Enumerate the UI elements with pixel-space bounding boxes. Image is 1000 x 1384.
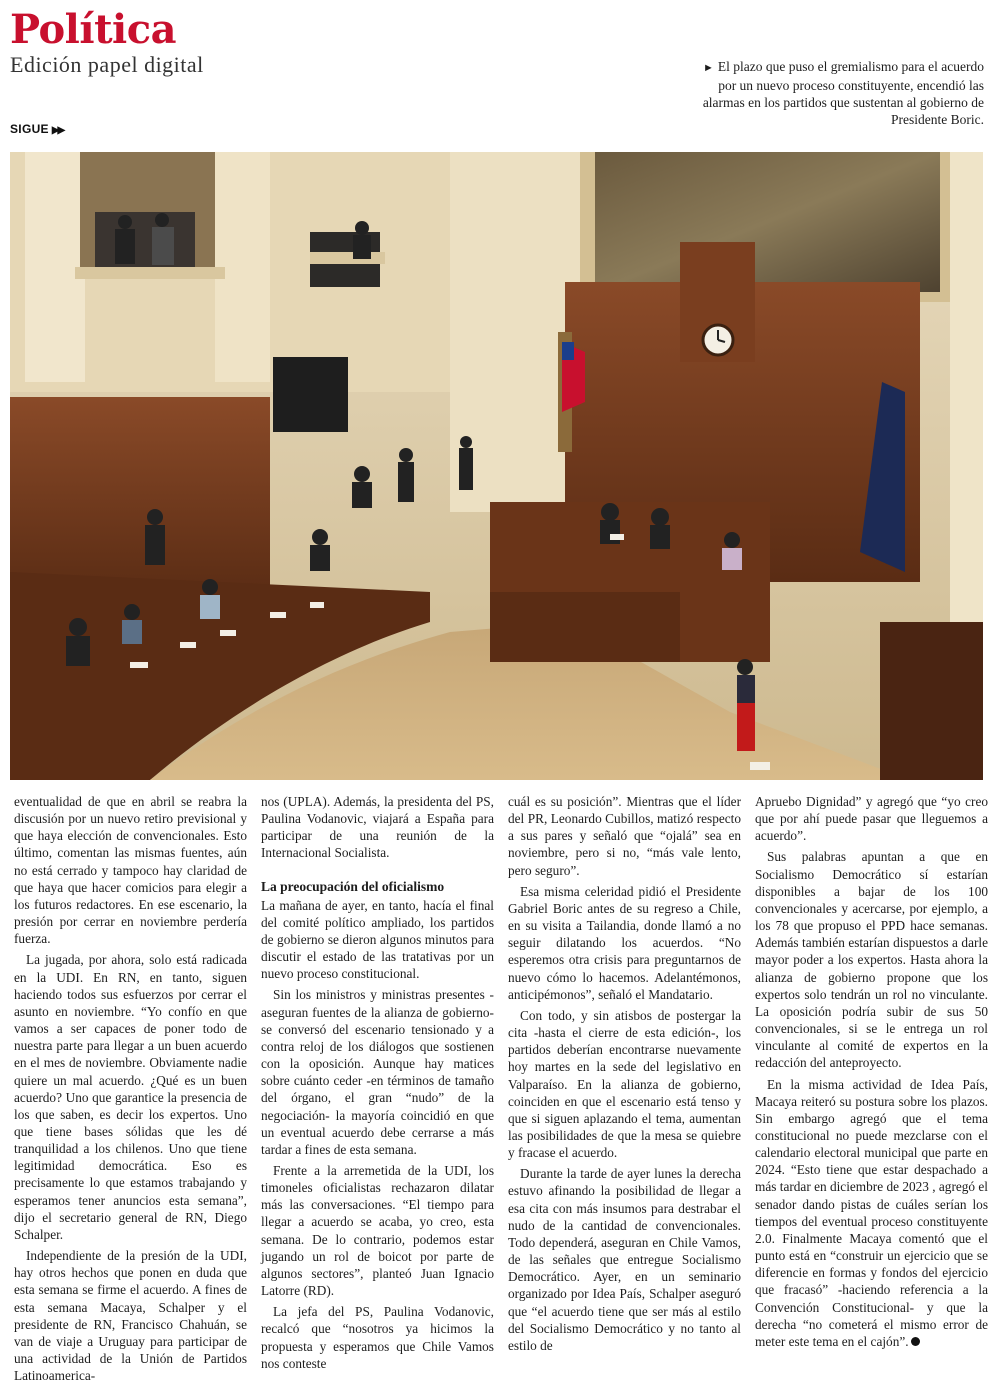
paragraph: La mañana de ayer, en tanto, hacía el final del comité político ampliado, los partidos de gobierno se dieron algunos minutos para discutir el estado de las tratativas por un nuevo proceso constitucional.	[261, 897, 494, 982]
paragraph: Sin los ministros y ministras presentes -aseguran fuentes de la alianza de gobierno- se conversó del escenario tensionado y a contra reloj de los diálogos que sostienen con la oposición. Aunque hay matices sobre cuánto ceder -en términos de tamaño del órgano, el gran “nudo” de la negociación- la mayoría coincidió en que un eventual acuerdo debe cerrarse a más tardar a fines de esta semana.	[261, 987, 494, 1157]
paragraph: Sus palabras apuntan a que en Socialismo Democrático sí estarían disponibles a bajar de los 100 convencionales y acercarse, por ejemplo, a los 78 que propuso el PPD hace semanas. Además también estarían dispuestos a darle mayor poder a los expertos. Hasta ahora la alianza de gobierno propone que los expertos solo tendrán un rol no vinculante. La oposición podría subir de sus 50 convencionales, si se le entrega un rol vinculante al comité de expertos en la redacción del anteproyecto.	[755, 849, 988, 1071]
paragraph: Con todo, y sin atisbos de postergar la cita -hasta el cierre de esta edición-, los partidos deberían encontrarse nuevamente hoy martes en la sede del legislativo en Valparaíso. En la alianza de gobierno, coinciden en que el escenario está tenso y que si siguen aplazando el tema, aumentan las posibilidades de que la mesa se quiebre y fracase el acuerdo.	[508, 1007, 741, 1161]
article-column-1	[14, 793, 247, 1384]
paragraph: Independiente de la presión de la UDI, hay otros hechos que ponen en duda que esta semana se firme el acuerdo. A fines de esta semana Macaya, Schalper y el presidente de RN, Francisco Chahuán, se van de viaje a Uruguay para participar de una actividad de la Unión de Partidos Latinoamerica-	[14, 1248, 247, 1384]
paragraph: cuál es su posición”. Mientras que el líder del PR, Leonardo Cubillos, matizó respecto a sus pares y señaló que “ojalá” sea en noviembre, pero si no, “más vale lento, pero seguro”.	[508, 794, 741, 878]
triangle-marker-icon: ►	[702, 62, 714, 74]
paragraph: Apruebo Dignidad” y agregó que “yo creo que por ahí puede pasar que lleguemos a acuerdo”.	[755, 794, 988, 844]
article-column-4	[755, 793, 988, 1350]
caption-text: El plazo que puso el gremialismo para el acuerdo por un nuevo proceso constituyente, encendió las alarmas en los partidos que sustentan al gobierno de Presidente Boric.	[702, 59, 984, 127]
subheading: La preocupación del oficialismo	[261, 878, 445, 894]
paragraph: eventualidad de que en abril se reabra la discusión por un nuevo retiro previsional y que haya elección de convencionales. Esto último, comentan las mismas fuentes, aún no está cerrado y tampoco hay claridad de que haya que hacer comicios para elegir a los futuros redactores. En ese escenario, la presión por cerrar en noviembre perdería fuerza.	[14, 794, 247, 947]
section-title: Política	[10, 6, 177, 53]
end-mark-icon	[911, 1337, 920, 1346]
paragraph: Esa misma celeridad pidió el Presidente Gabriel Boric antes de su regreso a Chile, en su visita a Tailandia, donde llamó a no seguir dilatando los acuerdos. “No esperemos otra crisis para preguntarnos de nuevo cómo lo hacemos. Adelantémonos, anticipémonos”, señaló el Mandatario.	[508, 883, 741, 1002]
paragraph-text: En la misma actividad de Idea País, Macaya reiteró su postura sobre los plazos. Sin embargo agregó que el tema constitucional no puede mezclarse con el calendario electoral municipal que parte en 2024. “Esto tiene que estar despachado a más tardar en diciembre de 2023 , agregó el senador dando pistas de cuáles serían los tiempos del eventual proceso constituyente 2.0. Finalmente Macaya comentó que el punto está en “construir un ejercicio que se diferencie en formas y fondos del ejercicio que fracasó” -haciendo referencia a la Convención Constitucional- y que la derecha “no cometerá el mismo error de meter este tema en el cajón”.	[755, 1076, 988, 1349]
photo-caption	[684, 58, 984, 128]
article-body	[14, 793, 990, 1384]
paragraph: Frente a la arremetida de la UDI, los timoneles oficialistas rechazaron dilatar más las conversaciones. “El tiempo para llegar a acuerdo se acaba, yo creo, esta semana. De lo contrario, podemos estar jugando un rol de boicot por parte de algunos sectores”, planteó Juan Ignacio Latorre (RD).	[261, 1162, 494, 1299]
sigue-label: SIGUE	[10, 122, 49, 136]
sigue-link[interactable]	[10, 122, 63, 136]
article-column-2	[261, 793, 494, 1372]
congress-hall-illustration	[10, 152, 983, 780]
paragraph: La jugada, por ahora, solo está radicada en la UDI. En RN, en tanto, siguen haciendo todos sus esfuerzos por cerrar el asunto en noviembre. “Yo confío en que vamos a ser capaces de poner todo de nuestra parte para llegar a un buen acuerdo en el mes de noviembre. Obviamente nadie quiere un mal acuerdo. ¿Qué es un buen acuerdo? Uno que garantice la presencia de los que saben, es decir los expertos. Uno que tiene bases sólidas que les dé tranquilidad a los chilenos. Uno que tiene legitimidad democrática. Eso es precisamente lo que estamos trabajando y esperamos tener anuncios esta semana”, dijo el secretario general de RN, Diego Schalper.	[14, 952, 247, 1242]
article-column-3	[508, 793, 741, 1354]
paragraph	[755, 1076, 988, 1351]
paragraph: La jefa del PS, Paulina Vodanovic, recalcó que “nosotros ya hicimos la propuesta y esperamos que Chile Vamos nos conteste	[261, 1304, 494, 1371]
paragraph: nos (UPLA). Además, la presidenta del PS, Paulina Vodanovic, viajará a España para participar de una reunión de la Internacional Socialista.	[261, 794, 494, 861]
double-arrow-icon: ▶▶	[51, 125, 64, 136]
paragraph: Durante la tarde de ayer lunes la derecha estuvo afinando la posibilidad de llegar a esa cita con más insumos para destrabar el nudo de la cantidad de convencionales. Todo dependerá, aseguran en Chile Vamos, de las señales que entregue Socialismo Democrático. Ayer, en un seminario organizado por Idea País, Schalper aseguró que “el acuerdo tiene que ser más al estilo del Socialismo Democrático y no tanto al estilo de	[508, 1166, 741, 1353]
congress-photo	[10, 152, 983, 780]
edition-label: Edición papel digital	[10, 52, 204, 77]
